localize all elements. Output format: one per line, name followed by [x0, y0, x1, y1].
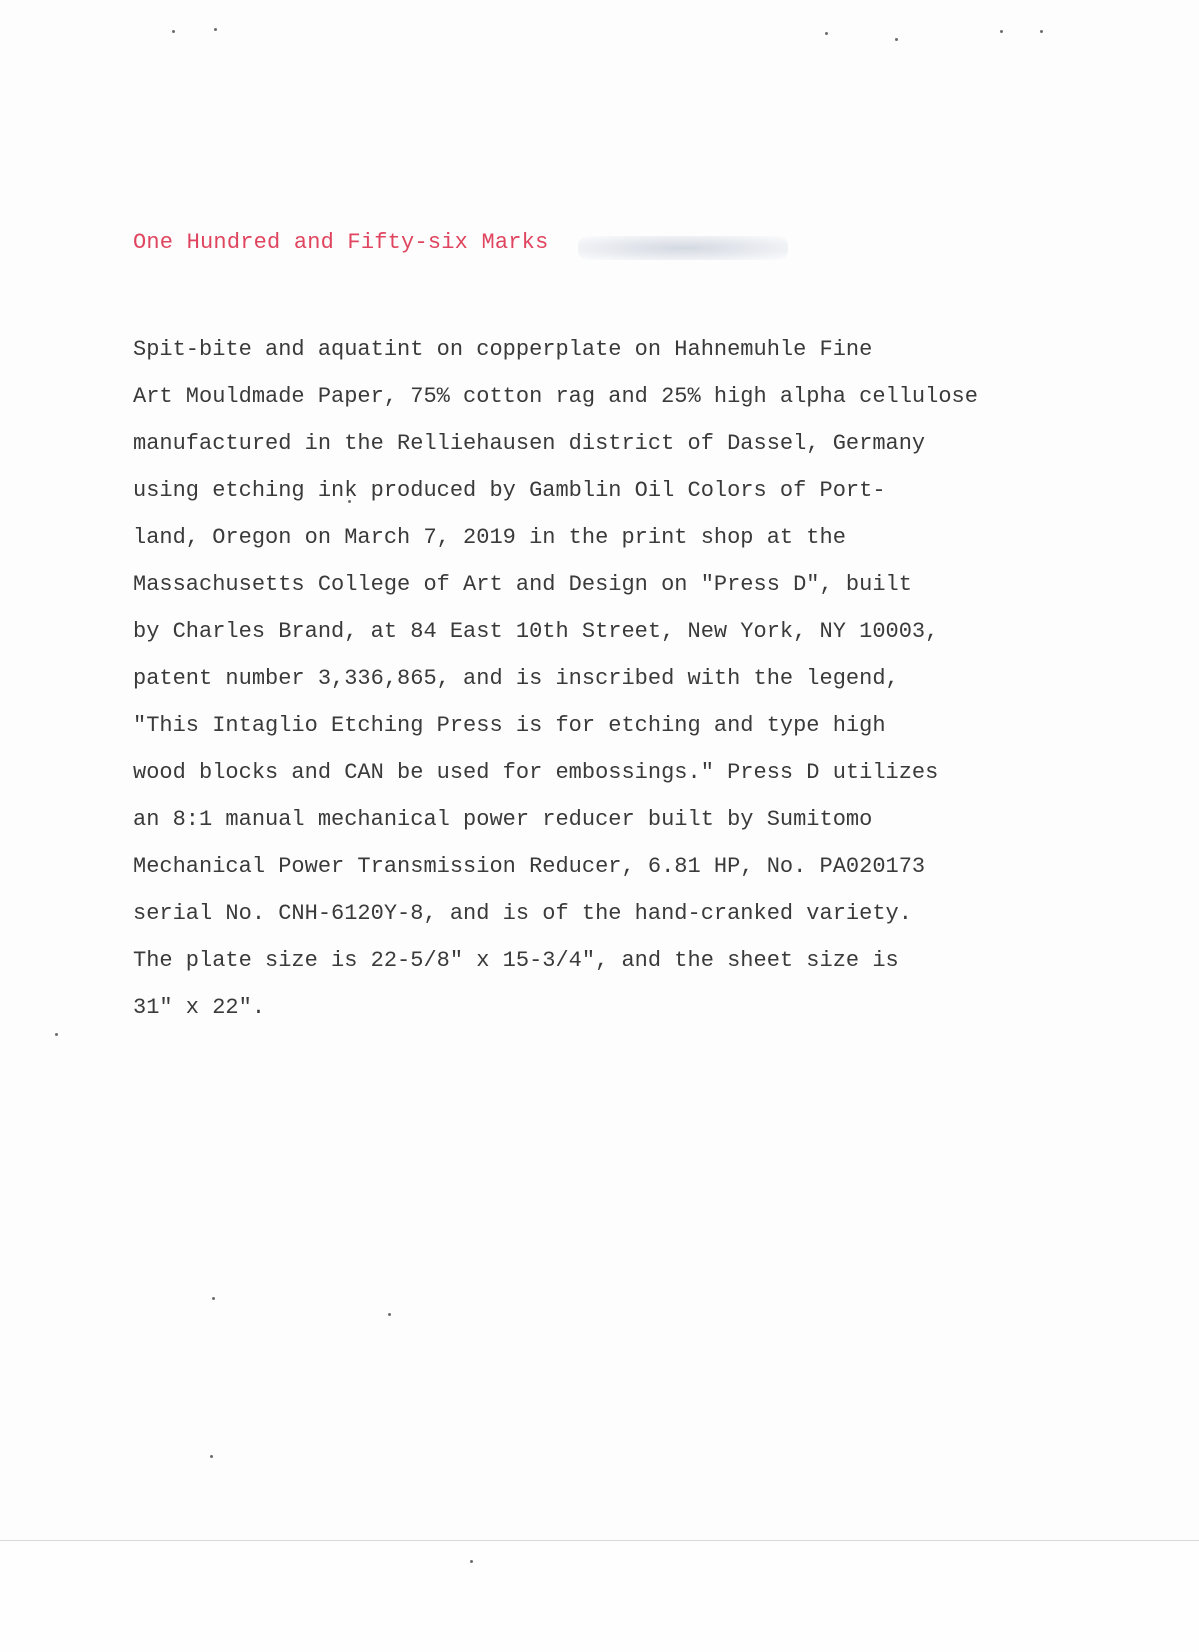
dust-speck	[825, 32, 828, 35]
dust-speck	[1040, 30, 1043, 33]
body-line: an 8:1 manual mechanical power reducer built by Sumitomo	[133, 807, 873, 832]
body-line: Mechanical Power Transmission Reducer, 6.81 HP, No. PA020173	[133, 854, 926, 879]
body-line: Massachusetts College of Art and Design on "Press D", built	[133, 572, 912, 597]
dust-speck	[55, 1033, 58, 1036]
body-line: wood blocks and CAN be used for embossings." Press D utilizes	[133, 760, 939, 785]
body-line: The plate size is 22-5/8" x 15-3/4", and the sheet size is	[133, 948, 899, 973]
document-body	[133, 326, 1133, 1031]
body-line: patent number 3,336,865, and is inscribed with the legend,	[133, 666, 899, 691]
dust-speck	[172, 30, 175, 33]
scan-background	[0, 1541, 1199, 1652]
body-line: Art Mouldmade Paper, 75% cotton rag and 25% high alpha cellulose	[133, 384, 978, 409]
dust-speck	[895, 38, 898, 41]
body-line: 31" x 22".	[133, 995, 266, 1020]
dust-speck	[212, 1297, 215, 1300]
body-line: using etching ink produced by Gamblin Oil Colors of Port-	[133, 478, 886, 503]
document-title: One Hundred and Fifty-six Marks	[133, 230, 549, 255]
dust-speck	[1000, 30, 1003, 33]
dust-speck	[470, 1560, 473, 1563]
dust-speck	[210, 1455, 213, 1458]
body-line: Spit-bite and aquatint on copperplate on Hahnemuhle Fine	[133, 337, 873, 362]
dust-speck	[388, 1313, 391, 1316]
body-line: "This Intaglio Etching Press is for etching and type high	[133, 713, 886, 738]
title-smudge	[578, 236, 788, 260]
dust-speck	[214, 28, 217, 31]
body-line: serial No. CNH-6120Y-8, and is of the hand-cranked variety.	[133, 901, 912, 926]
body-line: manufactured in the Relliehausen district of Dassel, Germany	[133, 431, 926, 456]
body-line: land, Oregon on March 7, 2019 in the print shop at the	[133, 525, 846, 550]
body-line: by Charles Brand, at 84 East 10th Street, New York, NY 10003,	[133, 619, 939, 644]
